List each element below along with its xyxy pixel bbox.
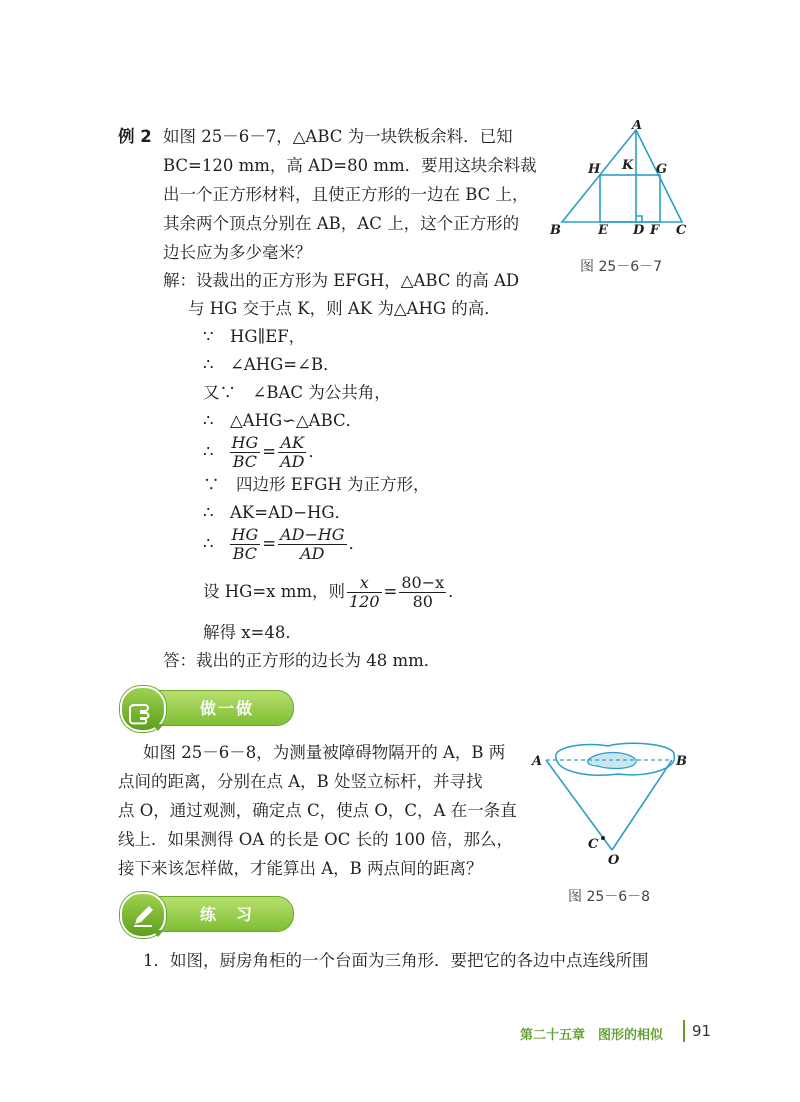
label-d: D: [633, 223, 645, 238]
label-a-2: A: [532, 754, 543, 769]
solution-line-3: ∵ HG∥EF，: [203, 327, 306, 346]
activity-line-4: 线上．如果测得 OA 的长是 OC 长的 100 倍，那么，: [118, 830, 514, 849]
therefore-symbol: ∴: [203, 442, 214, 461]
frac3-a-num: x: [347, 574, 382, 593]
solution-line-9: ∴ AK=AD−HG．: [203, 503, 352, 522]
activity-line-1: 如图 25－6－8，为测量被障碍物隔开的 A，B 两: [143, 743, 506, 762]
point-c: [601, 836, 605, 840]
example-line-5: 边长应为多少毫米？: [163, 243, 312, 262]
triangle-figure: [548, 120, 698, 245]
frac1-tail: ．: [308, 442, 325, 461]
fraction-equation-1: ∴ $\frac{HG}{BC}$ = $\frac{AK}{AD}$ ．: [203, 432, 325, 471]
frac1-b-den: AD: [280, 451, 305, 471]
solution-line-8: ∵ 四边形 EFGH 为正方形，: [203, 475, 430, 494]
activity-title-try: 做一做: [200, 699, 255, 718]
frac2-a-num: HG: [231, 524, 259, 544]
label-h: H: [588, 162, 601, 177]
frac2-tail: ．: [348, 534, 366, 553]
frac2-a-den: BC: [232, 543, 258, 563]
frac2-b-num: AD−HG: [280, 524, 345, 544]
solution-line-1: 解：设裁出的正方形为 EFGH，△ABC 的高 AD: [163, 271, 520, 290]
label-a: A: [632, 120, 643, 133]
solution-line-12: 解得 x=48．: [203, 623, 302, 642]
figure-caption-1: 图 25－6－7: [580, 259, 663, 275]
set-hg-text: 设 HG=x mm，则: [203, 582, 345, 601]
solution-line-4: ∴ ∠AHG=∠B．: [203, 355, 340, 374]
frac1-b-num: AK: [278, 434, 306, 453]
fraction-equation-2: ∴ $\frac{HG}{BC}$ = $\frac{AD-HG}{AD}$ ．: [203, 524, 366, 563]
example-line-1: 如图 25－6－7，△ABC 为一块铁板余料．已知: [163, 127, 513, 146]
therefore-symbol-2: ∴: [203, 534, 214, 553]
practice-line-1: 1．如图，厨房角柜的一个台面为三角形．要把它的各边中点连线所围: [143, 951, 649, 970]
solution-line-5: 又∵ ∠BAC 为公共角，: [203, 383, 391, 402]
right-angle-mark: [636, 216, 642, 222]
label-k: K: [622, 158, 634, 173]
activity-line-3: 点 O，通过观测，确定点 C，使点 O，C，A 在一条直: [118, 801, 517, 820]
label-c-2: C: [588, 837, 599, 852]
activity-line-5: 接下来该怎样做，才能算出 A，B 两点间的距离？: [118, 859, 483, 878]
label-e: E: [598, 223, 608, 238]
frac1-a-den: BC: [232, 451, 258, 471]
fraction-equation-3: 设 HG=x mm，则 $\frac{x}{120}$ = $\frac{80-x}{80}$ ．: [203, 572, 465, 611]
obstacle-figure: [528, 738, 698, 868]
page-number: 91: [692, 1022, 712, 1040]
frac1-a-num: HG: [231, 432, 259, 452]
frac3-tail: ．: [448, 582, 465, 601]
label-f: F: [650, 223, 660, 238]
label-g: G: [656, 162, 668, 177]
frac3-b-den: 80: [412, 591, 433, 611]
label-b-2: B: [676, 754, 687, 769]
solution-line-6: ∴ △AHG∽△ABC．: [203, 411, 363, 430]
frac3-a-den: 120: [348, 591, 380, 611]
example-label: 例 2: [118, 127, 152, 146]
segment-bo: [612, 760, 672, 850]
activity-line-2: 点间的距离，分别在点 A，B 处竖立标杆，并寻找: [118, 772, 483, 791]
square-efgh: [600, 175, 660, 222]
chapter-title: 第二十五章 图形的相似: [520, 1028, 664, 1043]
label-b: B: [550, 223, 561, 238]
figure-caption-2: 图 25－6－8: [568, 889, 651, 905]
solution-line-2: 与 HG 交于点 K，则 AK 为△AHG 的高．: [188, 299, 501, 318]
example-line-3: 出一个正方形材料，且使正方形的一边在 BC 上，: [163, 185, 529, 204]
example-line-4: 其余两个顶点分别在 AB，AC 上，这个正方形的: [163, 214, 520, 233]
example-line-2: BC=120 mm，高 AD=80 mm．要用这块余料裁: [163, 156, 537, 175]
answer-line: 答：裁出的正方形的边长为 48 mm．: [163, 651, 441, 670]
footer-divider: [683, 1020, 685, 1042]
label-c: C: [676, 223, 687, 238]
label-o: O: [608, 853, 620, 868]
activity-banner-try: [122, 690, 294, 724]
activity-banner-practice: [122, 896, 294, 930]
frac3-b-num: 80−x: [401, 572, 445, 592]
frac2-b-den: AD: [300, 543, 325, 563]
activity-title-practice: 练 习: [200, 905, 255, 924]
